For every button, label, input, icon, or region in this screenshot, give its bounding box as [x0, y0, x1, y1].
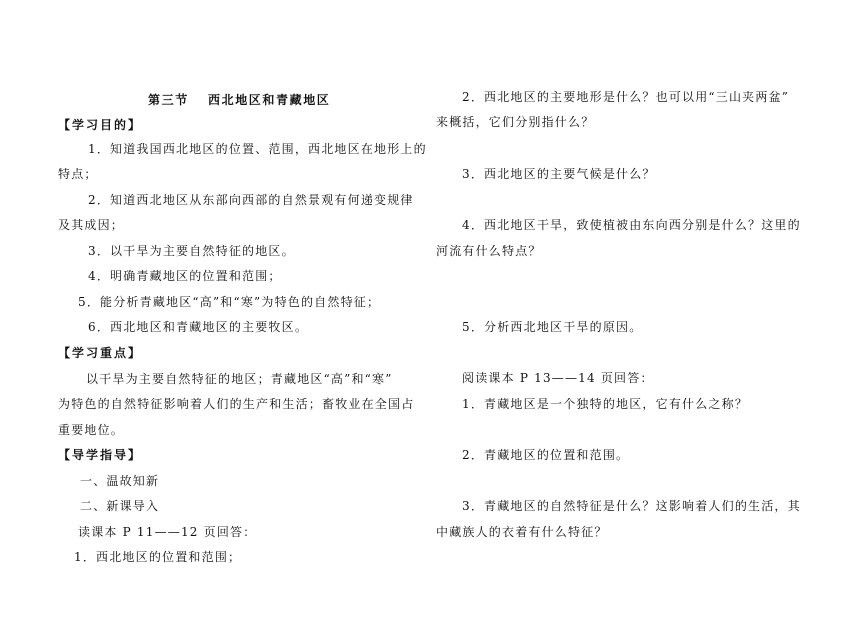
guide-item-2: 二、新课导入: [80, 499, 160, 513]
tibet-question-3-line-2: 中藏族人的衣着有什么特征？: [436, 525, 608, 539]
guide-heading: 【导学指导】: [58, 448, 143, 462]
tibet-question-1: 1．青藏地区是一个独特的地区，它有什么之称？: [462, 397, 749, 411]
focus-line-3: 重要地位。: [58, 423, 125, 437]
read-instruction: 阅读课本 P 13——14 页回答：: [462, 371, 654, 385]
question-4-line-1: 4．西北地区干旱，致使植被由东向西分别是什么？这里的: [462, 218, 801, 232]
tibet-question-2: 2．青藏地区的位置和范围。: [462, 448, 630, 462]
focus-line-2: 为特色的自然特征影响着人们的生产和生活；畜牧业在全国占: [58, 397, 415, 411]
question-4-line-2: 河流有什么特点？: [436, 244, 542, 258]
goal-2-line-2: 及其成因；: [58, 218, 125, 232]
goal-4: 4．明确青藏地区的位置和范围；: [88, 269, 282, 283]
goal-1-line-1: 1．知道我国西北地区的位置、范围，西北地区在地形上的: [88, 142, 427, 156]
question-5: 5．分析西北地区干旱的原因。: [462, 320, 643, 334]
question-2-line-1: 2．西北地区的主要地形是什么？也可以用“三山夹两盆”: [462, 90, 790, 104]
guide-question-1: 1．西北地区的位置和范围；: [74, 550, 242, 564]
goal-5: 5．能分析青藏地区“高”和“寒”为特色的自然特征；: [78, 295, 381, 309]
goal-3: 3．以干旱为主要自然特征的地区。: [88, 244, 295, 258]
question-2-line-2: 来概括，它们分别指什么？: [436, 115, 595, 129]
section-number: 第三节: [148, 93, 189, 107]
section-title: 西北地区和青藏地区: [208, 93, 331, 107]
goal-1-line-2: 特点；: [58, 167, 98, 181]
focus-line-1: 以干旱为主要自然特征的地区；青藏地区“高”和“寒”: [86, 372, 393, 386]
question-3: 3．西北地区的主要气候是什么？: [462, 167, 656, 181]
goal-2-line-1: 2．知道西北地区从东部向西部的自然景观有何递变规律: [88, 193, 414, 207]
goal-6: 6．西北地区和青藏地区的主要牧区。: [88, 320, 309, 334]
tibet-question-3-line-1: 3．青藏地区的自然特征是什么？这影响着人们的生活，其: [462, 499, 801, 513]
guide-item-1: 一、温故知新: [80, 474, 160, 488]
goals-heading: 【学习目的】: [58, 118, 143, 132]
focus-heading: 【学习重点】: [58, 346, 143, 360]
guide-read: 读课本 P 11——12 页回答：: [78, 525, 257, 539]
